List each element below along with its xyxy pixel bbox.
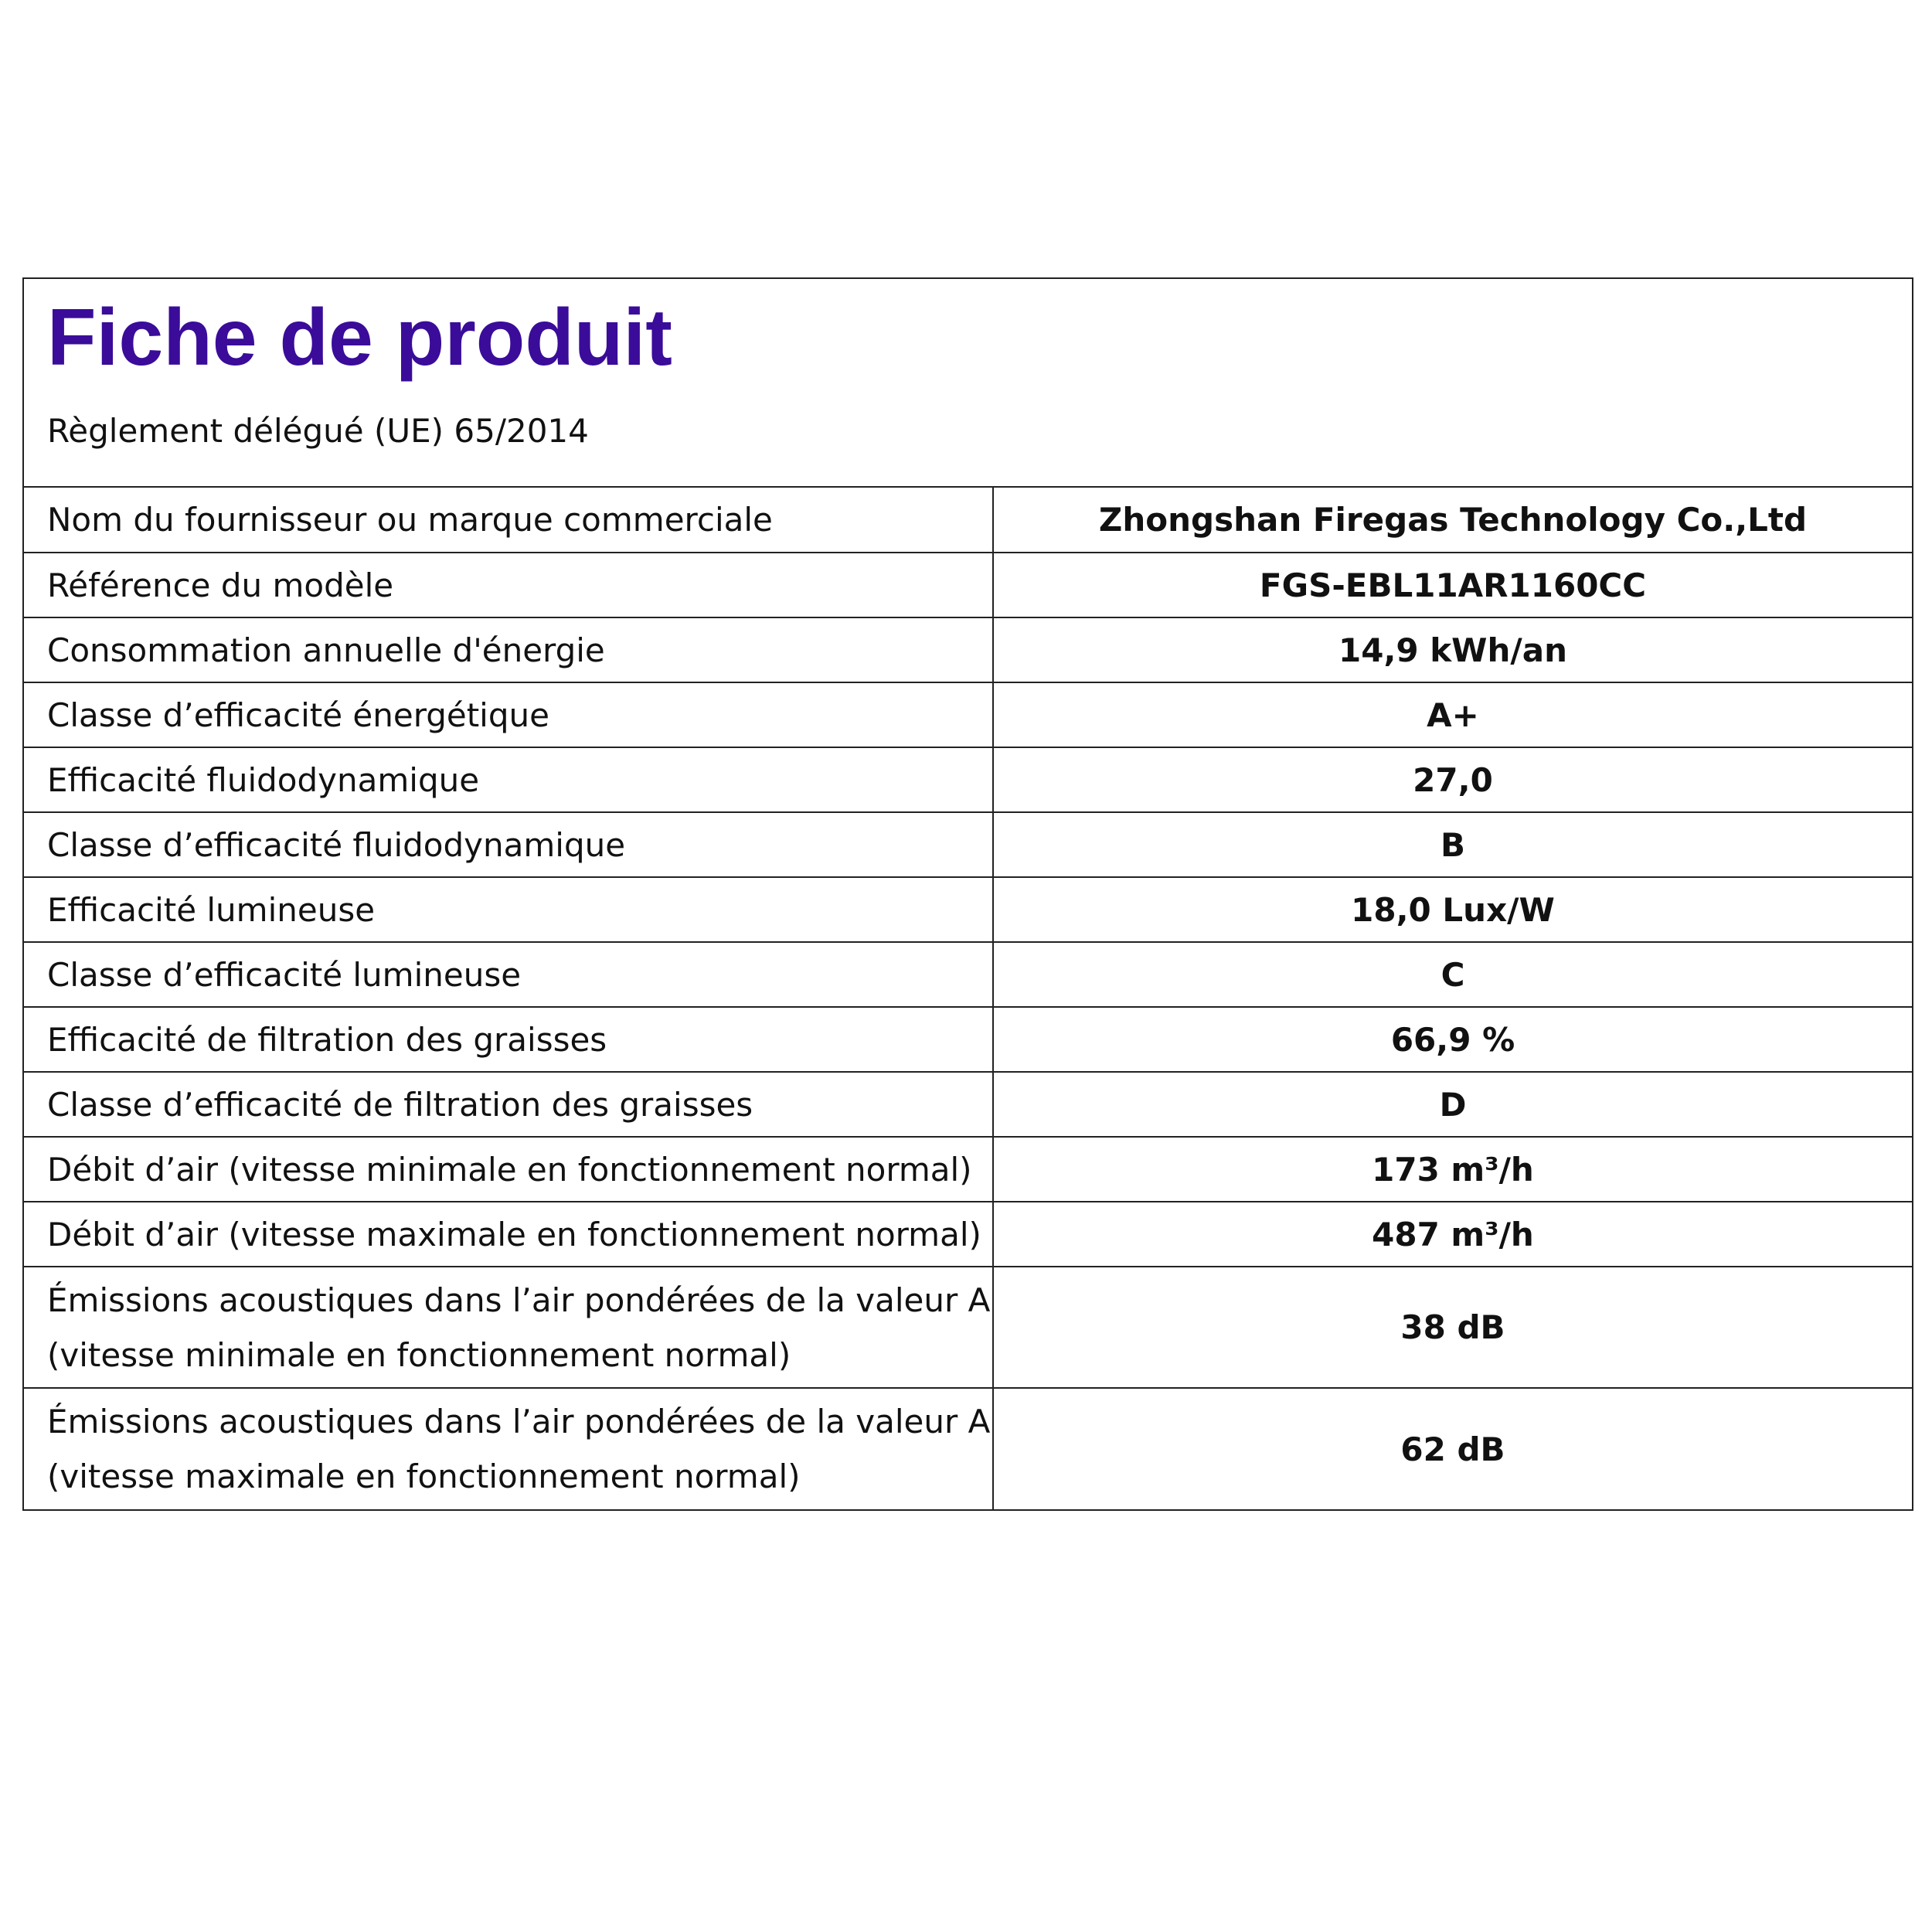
row-label: [24, 1388, 993, 1509]
row-label: Efficacité lumineuse: [24, 877, 993, 942]
row-value: A+: [993, 682, 1912, 747]
table-row-energy-consumption: [24, 617, 1912, 682]
regulation-subtitle: Règlement délégué (UE) 65/2014: [47, 412, 589, 450]
table-row-grease-class: [24, 1072, 1912, 1137]
row-label: Débit d’air (vitesse minimale en fonctionnement normal): [24, 1137, 993, 1202]
row-value: 18,0 Lux/W: [993, 877, 1912, 942]
row-label-line: (vitesse minimale en fonctionnement normal): [47, 1335, 791, 1374]
row-value: B: [993, 812, 1912, 877]
row-value: D: [993, 1072, 1912, 1137]
row-value: 173 m³/h: [993, 1137, 1912, 1202]
table-row-noise-max: [24, 1388, 1912, 1509]
sheet-header: [24, 279, 1912, 488]
row-label: Classe d’efficacité énergétique: [24, 682, 993, 747]
page-title: Fiche de produit: [47, 293, 672, 383]
row-label: Classe d’efficacité de filtration des graisses: [24, 1072, 993, 1137]
row-label: [24, 1267, 993, 1388]
row-value: FGS-EBL11AR1160CC: [993, 553, 1912, 617]
row-value: 27,0: [993, 747, 1912, 812]
row-label: Efficacité fluidodynamique: [24, 747, 993, 812]
row-value: 62 dB: [993, 1388, 1912, 1509]
row-value: C: [993, 942, 1912, 1007]
row-value: 66,9 %: [993, 1007, 1912, 1072]
row-value: 14,9 kWh/an: [993, 617, 1912, 682]
table-row-light-class: [24, 942, 1912, 1007]
row-label: Débit d’air (vitesse maximale en fonctionnement normal): [24, 1202, 993, 1267]
spec-table: [24, 488, 1912, 1509]
row-label-line: (vitesse maximale en fonctionnement normal): [47, 1458, 801, 1495]
row-value: Zhongshan Firegas Technology Co.,Ltd: [1098, 501, 1808, 539]
row-label-line: Émissions acoustiques dans l’air pondérées de la valeur A: [47, 1403, 991, 1440]
table-row-noise-min: [24, 1267, 1912, 1388]
table-row-fluid-class: [24, 812, 1912, 877]
table-row-model: [24, 553, 1912, 617]
table-row-fluid-efficiency: [24, 747, 1912, 812]
table-row-grease-efficiency: [24, 1007, 1912, 1072]
row-value: 487 m³/h: [993, 1202, 1912, 1267]
table-row-energy-class: [24, 682, 1912, 747]
row-value: 38 dB: [993, 1267, 1912, 1388]
row-label: Consommation annuelle d'énergie: [24, 617, 993, 682]
row-label: Classe d’efficacité fluidodynamique: [24, 812, 993, 877]
row-label-line: Émissions acoustiques dans l’air pondérées de la valeur A: [47, 1281, 991, 1319]
table-row-airflow-min: [24, 1137, 1912, 1202]
row-label: Référence du modèle: [24, 553, 993, 617]
table-row-airflow-max: [24, 1202, 1912, 1267]
row-label: Efficacité de filtration des graisses: [24, 1007, 993, 1072]
table-row-supplier: [24, 488, 1912, 553]
table-row-light-efficiency: [24, 877, 1912, 942]
product-sheet: [22, 277, 1913, 1511]
row-label: Classe d’efficacité lumineuse: [24, 942, 993, 1007]
row-label: Nom du fournisseur ou marque commerciale: [24, 488, 993, 553]
